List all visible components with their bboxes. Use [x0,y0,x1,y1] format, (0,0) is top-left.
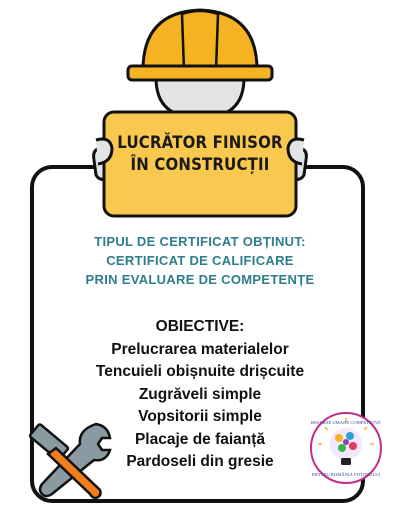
job-title [116,132,283,176]
objective-item: Placaje de faianță [134,430,266,448]
objective-item: Prelucrarea materialelor [111,340,289,358]
objectives-heading: OBIECTIVE: [155,318,245,335]
logo-text-bottom: PENTRU ROMÂNIA VIITORULUI [311,472,381,477]
certificate-info [40,232,360,289]
tools-illustration [28,418,114,500]
job-title-line2: ÎN CONSTRUCȚII [130,155,270,175]
certificate-line1: TIPUL DE CERTIFICAT OBȚINUT: [94,234,306,249]
worker-illustration [0,0,400,230]
job-title-line1: LUCRĂTOR FINISOR [117,133,283,153]
logo-text-top: RESURSE UMANE COMPETITIVE [311,420,381,425]
program-logo [306,408,386,490]
hard-hat-icon [128,10,272,80]
objective-item: Pardoseli din gresie [126,453,274,470]
objective-item: Tencuieli obișnuite drișcuite [95,363,305,380]
objective-item: Zugrăveli simple [138,385,262,403]
objective-item: Vopsitorii simple [138,408,262,425]
certificate-line3: PRIN EVALUARE DE COMPETENȚE [85,272,315,287]
certificate-line2: CERTIFICAT DE CALIFICARE [106,253,294,268]
